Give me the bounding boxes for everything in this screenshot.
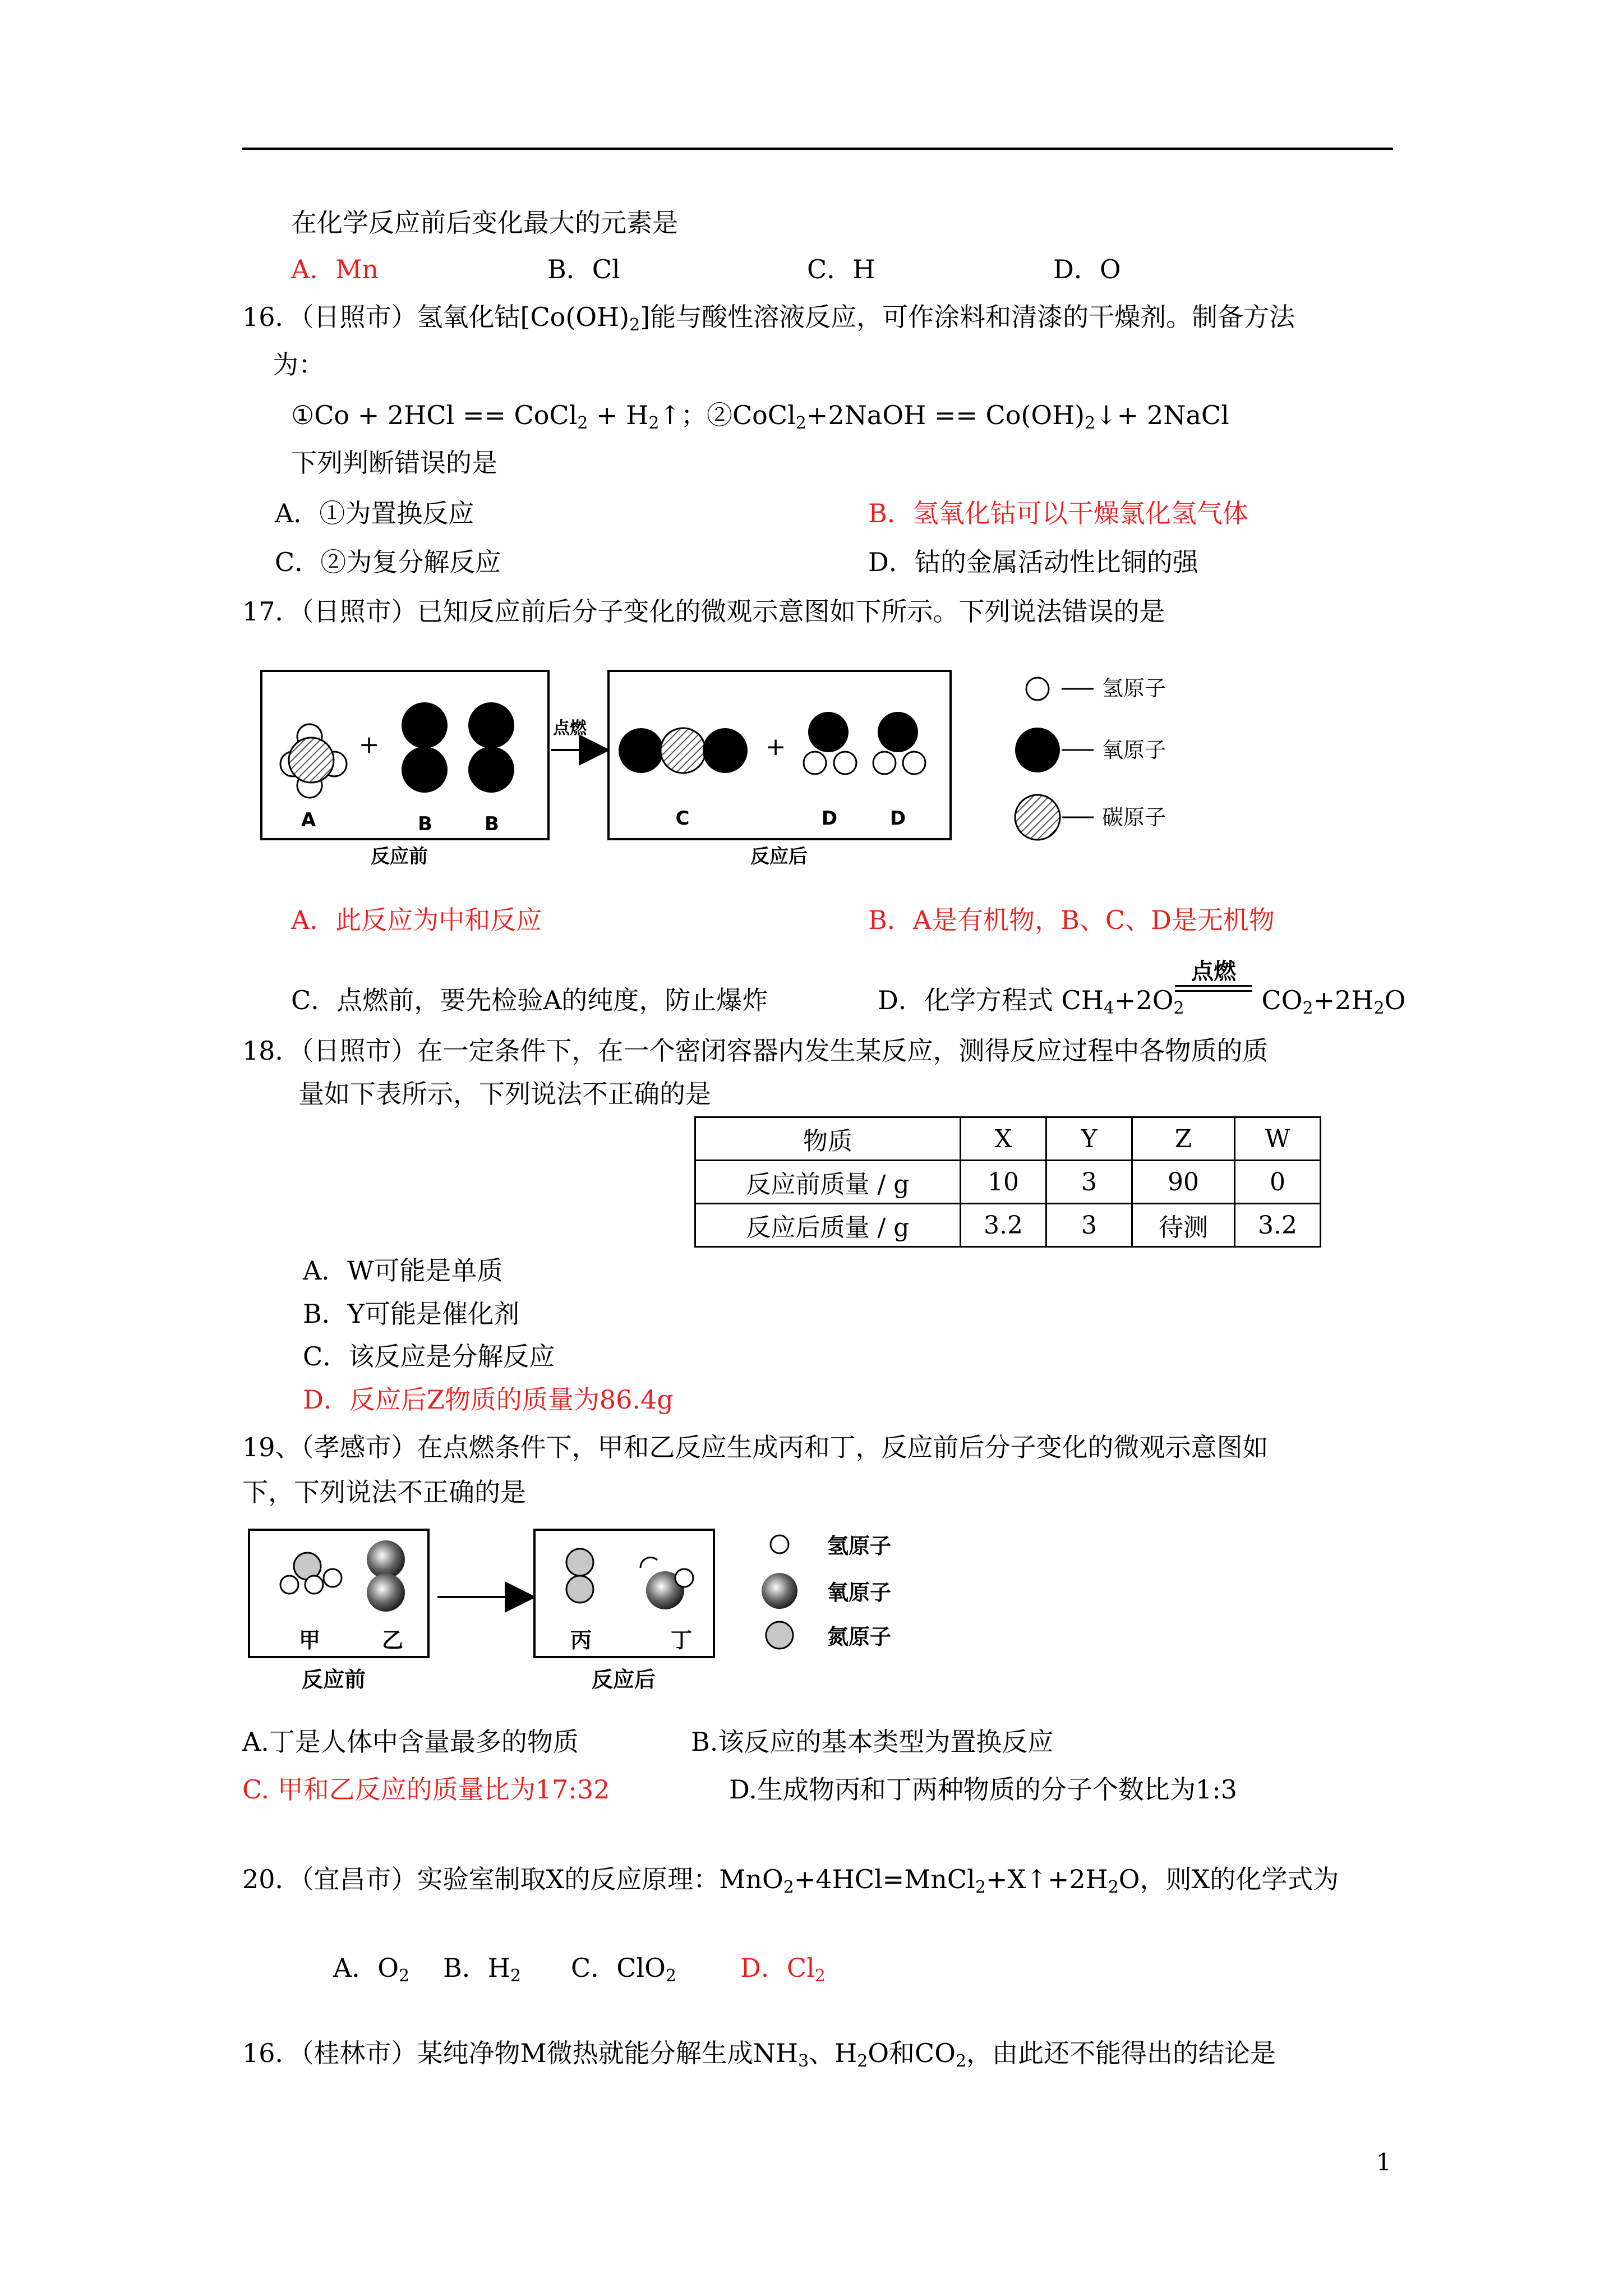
legend-carbon: 碳原子 — [1102, 805, 1166, 830]
table-cell: 3 — [1046, 1204, 1132, 1247]
table-cell: 90 — [1132, 1161, 1235, 1204]
option-c: C．H — [807, 254, 875, 284]
option-d-answer: D．$Cl_2$ — [740, 1953, 826, 1986]
question-16-guilin-stem: 16．（桂林市）某纯净物M微热就能分解生成$NH_3$、$H_2O$和$CO_2$，由此还不能得出的结论是 — [242, 2038, 1276, 2071]
question-16-stem-cont: 为： — [273, 349, 324, 380]
table-cell: 3.2 — [961, 1204, 1046, 1247]
question-18-stem: 18．（日照市）在一定条件下，在一个密闭容器内发生某反应，测得反应过程中各物质的质 — [242, 1036, 1269, 1066]
table-cell: 反应后质量 / g — [695, 1204, 961, 1247]
option-c: C．ClO$_2$ — [571, 1953, 676, 1986]
legend-hydrogen: 氢原子 — [827, 1534, 892, 1558]
option-a: A．$O_2$ — [333, 1953, 410, 1986]
question-16-equations: ①Co + 2HCl == CoCl$_2$ + $H_2↑$；②CoCl$_2$+2NaOH == $Co(OH)_2↓+$ 2NaCl — [291, 400, 1229, 433]
option-a: A．①为置换反应 — [275, 498, 474, 528]
option-b: B．Y可能是催化剂 — [303, 1299, 520, 1329]
option-d: D．钴的金属活动性比铜的强 — [868, 547, 1198, 577]
table-header: 物质 — [695, 1117, 961, 1161]
table-header: W — [1235, 1117, 1321, 1161]
mass-table — [694, 1116, 1321, 1248]
plus-sign: + — [358, 730, 380, 759]
label-a: A — [301, 809, 316, 831]
label-c: C — [675, 807, 690, 830]
option-b: B．$H_2$ — [443, 1953, 522, 1986]
option-a: A．W可能是单质 — [303, 1255, 503, 1286]
option-d-answer: D．反应后Z物质的质量为86.4g — [303, 1384, 674, 1415]
label-b: B — [418, 813, 432, 835]
table-row — [695, 1204, 1321, 1247]
header-rule — [242, 148, 1393, 150]
question-16-stem: 16．（日照市）氢氧化钴$[Co(OH)_2]$能与酸性溶液反应，可作涂料和清漆的干燥剂。制备方法 — [242, 302, 1295, 335]
label-ding: 丁 — [670, 1628, 693, 1653]
legend-hydrogen: 氢原子 — [1102, 676, 1166, 701]
caption-after: 反应后 — [591, 1667, 656, 1692]
option-b: B．Cl — [547, 254, 620, 284]
legend-oxygen: 氧原子 — [827, 1580, 892, 1605]
option-c: C．该反应是分解反应 — [303, 1341, 555, 1372]
table-cell: 待测 — [1132, 1204, 1235, 1247]
label-b: B — [485, 813, 499, 835]
table-cell: 3.2 — [1235, 1204, 1321, 1247]
question-19-stem-cont: 下，下列说法不正确的是 — [242, 1477, 526, 1507]
label-jia: 甲 — [298, 1628, 321, 1653]
question-16-prompt: 下列判断错误的是 — [291, 448, 497, 478]
option-b: B.该反应的基本类型为置换反应 — [691, 1727, 1054, 1757]
molecule-diagram-19 — [241, 1523, 970, 1708]
option-b-answer: B．氢氧化钴可以干燥氯化氢气体 — [868, 498, 1248, 528]
question-17-stem: 17．（日照市）已知反应前后分子变化的微观示意图如下所示。下列说法错误的是 — [242, 596, 1165, 627]
question-18-stem-cont: 量如下表所示，下列说法不正确的是 — [298, 1079, 711, 1109]
question-text: 在化学反应前后变化最大的元素是 — [291, 208, 678, 238]
label-yi: 乙 — [381, 1628, 404, 1653]
table-cell: 3 — [1046, 1161, 1132, 1204]
legend-nitrogen: 氮原子 — [827, 1625, 892, 1649]
arrow-label: 点燃 — [553, 719, 587, 738]
label-d: D — [821, 807, 838, 830]
option-c: C．②为复分解反应 — [275, 547, 501, 577]
question-19-stem: 19、（孝感市）在点燃条件下，甲和乙反应生成丙和丁，反应前后分子变化的微观示意图如 — [242, 1432, 1269, 1462]
option-a: A.丁是人体中含量最多的物质 — [242, 1727, 579, 1757]
after-caption: 反应后 — [750, 845, 808, 868]
molecule-diagram-17 — [247, 662, 1352, 886]
option-c: C．点燃前，要先检验A的纯度，防止爆炸 — [291, 985, 768, 1015]
reaction-condition: 点燃 — [1175, 959, 1252, 992]
table-cell: 0 — [1235, 1161, 1321, 1204]
legend-oxygen: 氧原子 — [1102, 738, 1166, 762]
table-header: Z — [1132, 1117, 1235, 1161]
question-20-stem: 20．（宜昌市）实验室制取X的反应原理：$MnO_2+4HCl=MnCl_2+X↑+2H_2O$，则X的化学式为 — [242, 1864, 1339, 1897]
page-number: 1 — [1376, 2148, 1391, 2176]
option-b-answer: B．A是有机物，B、C、D是无机物 — [868, 905, 1275, 935]
option-d: D．化学方程式 $CH_4+2O_2$ $CO_2+2H_2O$ — [878, 985, 1406, 1018]
table-header-row — [695, 1117, 1321, 1161]
option-a-answer: A．此反应为中和反应 — [291, 905, 542, 935]
table-header: X — [961, 1117, 1046, 1161]
table-header: Y — [1046, 1117, 1132, 1161]
option-d: D.生成物丙和丁两种物质的分子个数比为1:3 — [729, 1774, 1237, 1805]
table-row — [695, 1161, 1321, 1204]
table-cell: 反应前质量 / g — [695, 1161, 961, 1204]
option-d: D．O — [1053, 254, 1121, 284]
option-a-answer: A．Mn — [291, 254, 379, 284]
option-c-answer: C. 甲和乙反应的质量比为17:32 — [242, 1774, 610, 1805]
plus-sign: + — [765, 733, 786, 761]
table-cell: 10 — [961, 1161, 1046, 1204]
label-bing: 丙 — [570, 1628, 592, 1653]
before-caption: 反应前 — [371, 845, 428, 868]
label-d: D — [889, 807, 906, 830]
caption-before: 反应前 — [301, 1667, 366, 1692]
